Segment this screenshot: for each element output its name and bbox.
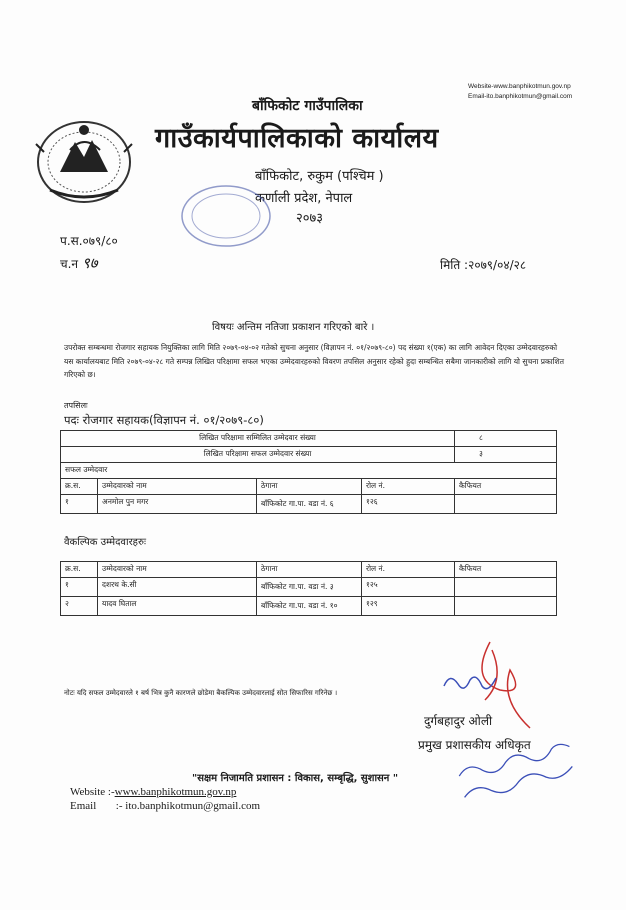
cell-name: दशरथ के.सी	[98, 578, 257, 597]
appeared-value: ८	[455, 431, 557, 447]
passed-label: लिखित परिक्षामा सफल उम्मेदवार संख्या	[61, 447, 455, 463]
successful-heading: सफल उम्मेदवार	[61, 463, 557, 479]
established-year: २०७३	[296, 211, 324, 226]
office-title: गाउँकार्यपालिकाको कार्यालय	[155, 123, 439, 154]
passed-value: ३	[455, 447, 557, 463]
table-row	[61, 463, 557, 479]
footer-website	[70, 786, 236, 798]
table-row	[61, 431, 557, 447]
cell-remark	[455, 597, 557, 616]
cell-roll: १२९	[362, 597, 455, 616]
cell-roll: १२६	[362, 495, 455, 514]
chalani-number	[60, 253, 98, 273]
col-remark: कैफियत	[455, 562, 557, 578]
results-table	[60, 430, 557, 514]
footer-website-label: Website :-	[70, 786, 115, 798]
alternate-table	[60, 561, 557, 616]
note-text: नोटः यदि सफल उम्मेदवारले १ बर्ष भित्र कुनै कारणले छोडेमा बैकल्पिक उम्मेदवारलाई सोत सिफारिस गरिनेछ ।	[64, 689, 338, 697]
body-paragraph: उपरोक्त सम्बन्धमा रोजगार सहायक नियुक्तिका लागि मिति २०७९-०४-०२ गतेको सुचना अनुसार (विज्ञापन नं. ०१/२०७९-८०) पद संख्या १(एक) का लागि आवेदन दिएका उम्मेदवारहरुको यस कार्यालयबाट मिति २०७९-०४-२८ गते सम्पन्न लिखित परिक्षामा सफल भएका उम्मेदवारहरुको विवरण तपसिल अनुसार रहेको हुदा सम्बन्धित सबैमा जानकारीको लागि यो सुचना प्रकाशित गरिएको छ।	[64, 343, 564, 379]
footer-email	[70, 800, 260, 812]
col-name: उम्मेदवारको नाम	[98, 562, 257, 578]
table-row	[61, 578, 557, 597]
top-website: Website-www.banphikotmun.gov.np	[468, 83, 571, 90]
appeared-label: लिखित परिक्षामा सम्मिलित उम्मेदवार संख्या	[61, 431, 455, 447]
cell-name: अनमोल पुन मगर	[98, 495, 257, 514]
letter-date: मिति :२०७९/०४/२८	[440, 258, 527, 272]
col-address: ठेगाना	[257, 479, 362, 495]
table-row	[61, 495, 557, 514]
footer-website-link[interactable]: www.banphikotmun.gov.np	[114, 786, 237, 798]
col-name: उम्मेदवारको नाम	[98, 479, 257, 495]
col-sn: क्र.स.	[61, 562, 98, 578]
chalani-label: च.न	[60, 257, 79, 271]
table-header-row	[61, 562, 557, 578]
col-address: ठेगाना	[257, 562, 362, 578]
col-roll: रोल नं.	[362, 479, 455, 495]
slogan: "सक्षम निजामति प्रशासन : विकास, सम्बृद्धि, सुशासन "	[192, 773, 399, 784]
officer-stamp-icon	[452, 742, 582, 802]
cell-address: बाँफिकोट गा.पा. वडा नं. १०	[257, 597, 362, 616]
col-sn: क्र.स.	[61, 479, 98, 495]
signatory-title: प्रमुख प्रशासकीय अधिकृत	[418, 738, 531, 752]
reference-ps: प.स.०७९/८०	[60, 234, 118, 248]
position-heading: पदः रोजगार सहायक(विज्ञापन नं. ०१/२०७९-८०)	[64, 413, 264, 427]
table-header-row	[61, 479, 557, 495]
col-remark: कैफियत	[455, 479, 557, 495]
address-line-2: कर्णाली प्रदेश, नेपाल	[255, 191, 353, 206]
footer-email-label: Email	[70, 800, 97, 812]
table-row	[61, 597, 557, 616]
table-row	[61, 447, 557, 463]
signature-blue-icon	[440, 668, 500, 698]
footer-email-sep: :-	[115, 800, 123, 812]
cell-sn: १	[61, 495, 98, 514]
cell-sn: १	[61, 578, 98, 597]
cell-sn: २	[61, 597, 98, 616]
nepal-emblem-icon	[30, 112, 138, 208]
footer-email-value[interactable]: ito.banphikotmun@gmail.com	[125, 800, 261, 812]
address-line-1: बाँफिकोट, रुकुम (पश्चिम )	[255, 169, 384, 184]
tapasil-label: तपसिलः	[64, 401, 88, 410]
cell-remark	[455, 495, 557, 514]
top-email: Email-ito.banphikotmun@gmail.com	[468, 93, 573, 100]
cell-address: बाँफिकोट गा.पा. वडा नं. ३	[257, 578, 362, 597]
col-roll: रोल नं.	[362, 562, 455, 578]
signatory-name: दुर्गबहादुर ओली	[424, 714, 493, 728]
cell-name: यादव घिताल	[98, 597, 257, 616]
cell-address: बाँफिकोट गा.पा. वडा नं. ६	[257, 495, 362, 514]
office-stamp-icon	[178, 180, 288, 250]
cell-remark	[455, 578, 557, 597]
cell-roll: १२५	[362, 578, 455, 597]
chalani-value: ९७	[81, 254, 98, 272]
alternate-heading: वैकल्पिक उम्मेदवारहरुः	[64, 537, 146, 548]
subject-line: विषयः अन्तिम नतिजा प्रकाशन गरिएको बारे ।	[212, 322, 375, 333]
municipality-name: बाँफिकोट गाउँपालिका	[252, 98, 363, 114]
top-contact	[468, 82, 572, 102]
